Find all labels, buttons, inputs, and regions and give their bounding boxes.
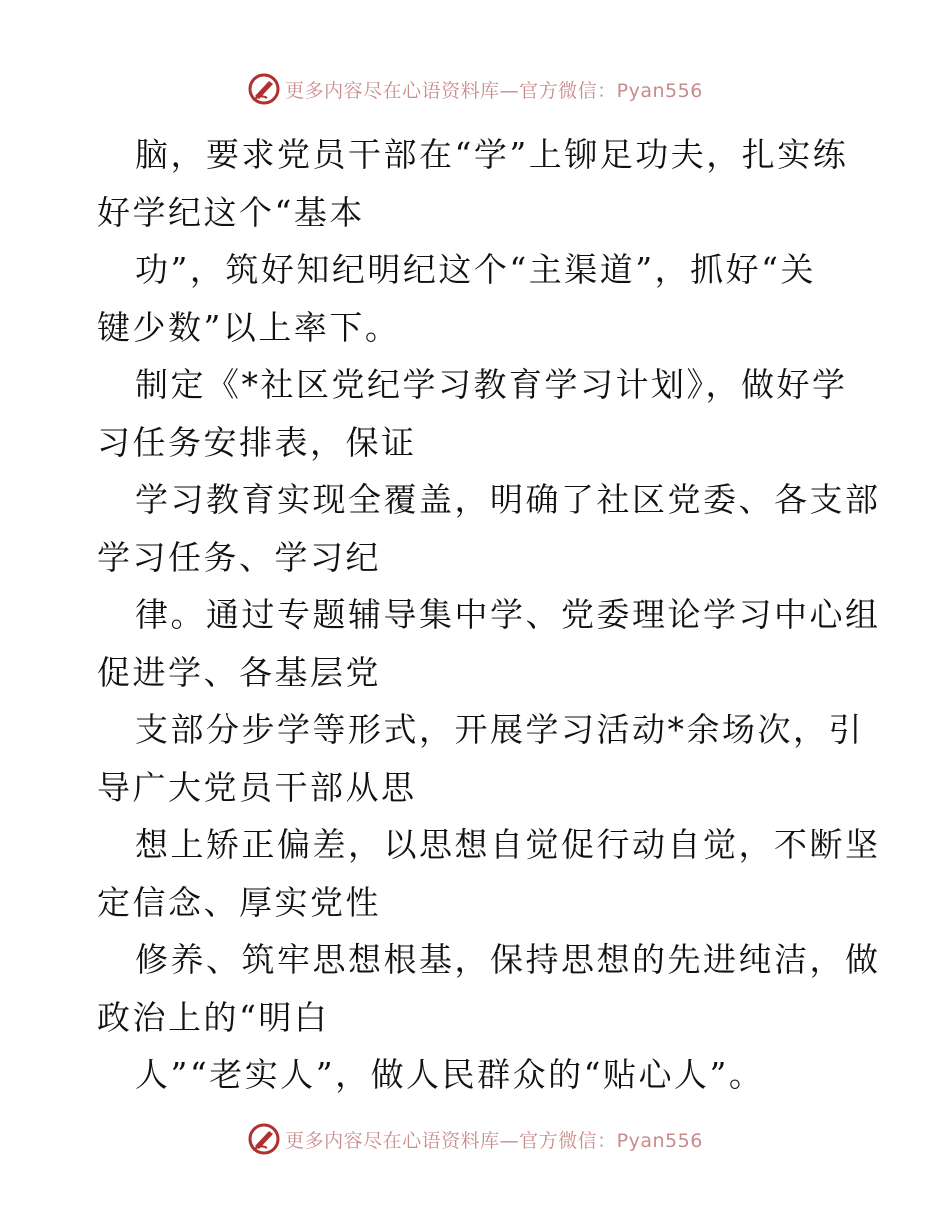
- paragraph: [97, 931, 881, 1046]
- paragraph: [97, 816, 881, 931]
- paragraph: [97, 701, 864, 816]
- paragraph-line: 制定《*社区党纪学习教育学习计划》，做好学: [135, 365, 848, 404]
- paragraph-line: 功”，筑好知纪明纪这个“主渠道”，抓好“关: [135, 250, 816, 289]
- paragraph-line: 键少数”以上率下。: [97, 307, 401, 347]
- footer-watermark: [0, 1122, 950, 1156]
- paragraph-line: 人”“老实人”，做人民群众的“贴心人”。: [135, 1055, 765, 1094]
- paragraph-line: 律。通过专题辅导集中学、党委理论学习中心组: [135, 595, 881, 634]
- paragraph-line: 学习任务、学习纪: [97, 537, 381, 577]
- paragraph-line: 促进学、各基层党: [97, 652, 381, 692]
- paragraph-line: 学习教育实现全覆盖，明确了社区党委、各支部: [135, 480, 881, 519]
- watermark-text: 更多内容尽在心语资料库—官方微信：Pyan556: [285, 79, 703, 102]
- paragraph: [97, 126, 857, 241]
- paragraph: [97, 586, 881, 701]
- paragraph-line: 好学纪这个“基本: [97, 192, 365, 232]
- paragraph-line: 政治上的“明白: [97, 997, 330, 1037]
- paragraph: [97, 1046, 857, 1104]
- paragraph-line: 支部分步学等形式，开展学习活动*余场次，引: [135, 710, 864, 749]
- paragraph: [97, 356, 857, 471]
- paragraph: [97, 241, 857, 356]
- paragraph-line: 修养、筑牢思想根基，保持思想的先进纯洁，做: [135, 940, 881, 979]
- header-watermark: [0, 72, 950, 106]
- paragraph: [97, 471, 881, 586]
- paragraph-line: 导广大党员干部从思: [97, 767, 417, 807]
- paragraph-line: 定信念、厚实党性: [97, 882, 381, 922]
- paragraph-line: 脑，要求党员干部在“学”上铆足功夫，扎实练: [135, 135, 849, 174]
- document-body: [97, 126, 881, 1104]
- writing-hand-logo-icon: [247, 72, 281, 106]
- writing-hand-logo-icon: [247, 1122, 281, 1156]
- paragraph-line: 习任务安排表，保证: [97, 422, 417, 462]
- watermark-text: 更多内容尽在心语资料库—官方微信：Pyan556: [285, 1129, 703, 1152]
- paragraph-line: 想上矫正偏差，以思想自觉促行动自觉，不断坚: [135, 825, 881, 864]
